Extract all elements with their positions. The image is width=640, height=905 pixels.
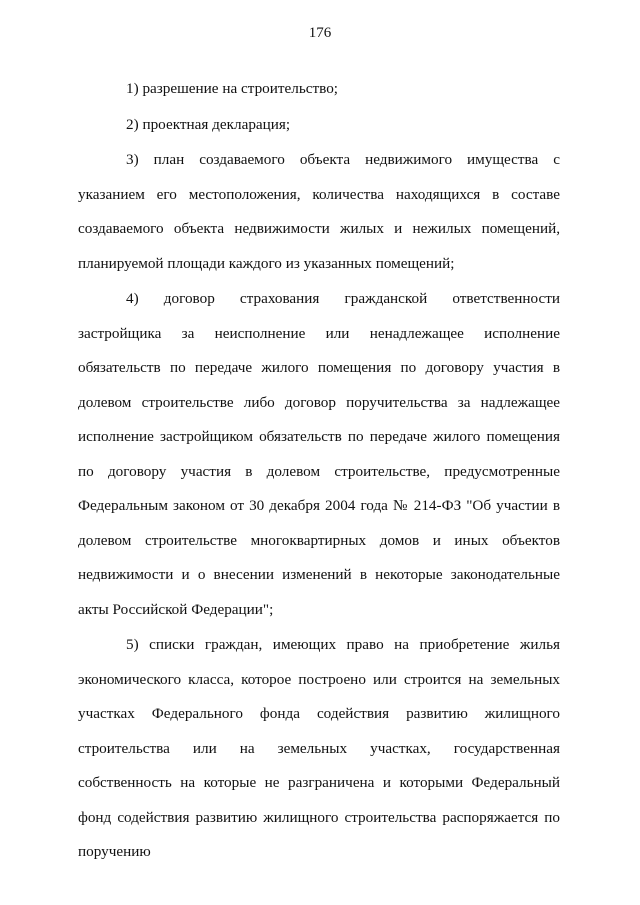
list-item-project-declaration: 2) проектная декларация; xyxy=(126,115,291,133)
document-body xyxy=(78,72,560,871)
list-item-citizen-lists: 5) списки граждан, имеющих право на приобретение жилья экономического класса, которое построено или строится на земельных участках Федерального фонда содействия развитию жилищного строительства или на земельных участках, государственная собственность на которые не разграничена и которыми Федеральный фонд содействия развитию жилищного строительства распоряжается по поручению xyxy=(78,636,560,860)
list-item-property-plan: 3) план создаваемого объекта недвижимого имущества с указанием его местоположения, количества находящихся в составе создаваемого объекта недвижимости жилых и нежилых помещений, планируемой площади каждого из указанных помещений; xyxy=(78,151,560,272)
list-item-building-permit: 1) разрешение на строительство; xyxy=(126,80,339,97)
page-number: 176 xyxy=(308,25,332,41)
list-item-insurance-contract: 4) договор страхования гражданской ответственности застройщика за неисполнение или ненадлежащее исполнение обязательств по передаче жилого помещения по договору участия в долевом строительстве либо договор поручительства за надлежащее исполнение застройщиком обязательств по передаче жилого помещения по договору участия в долевом строительстве, предусмотренные Федеральным законом от 30 декабря 2004 года № 214-ФЗ "Об участии в долевом строительстве многоквартирных домов и иных объектов недвижимости и о внесении изменений в некоторые законодательные акты Российской Федерации"; xyxy=(78,290,560,618)
